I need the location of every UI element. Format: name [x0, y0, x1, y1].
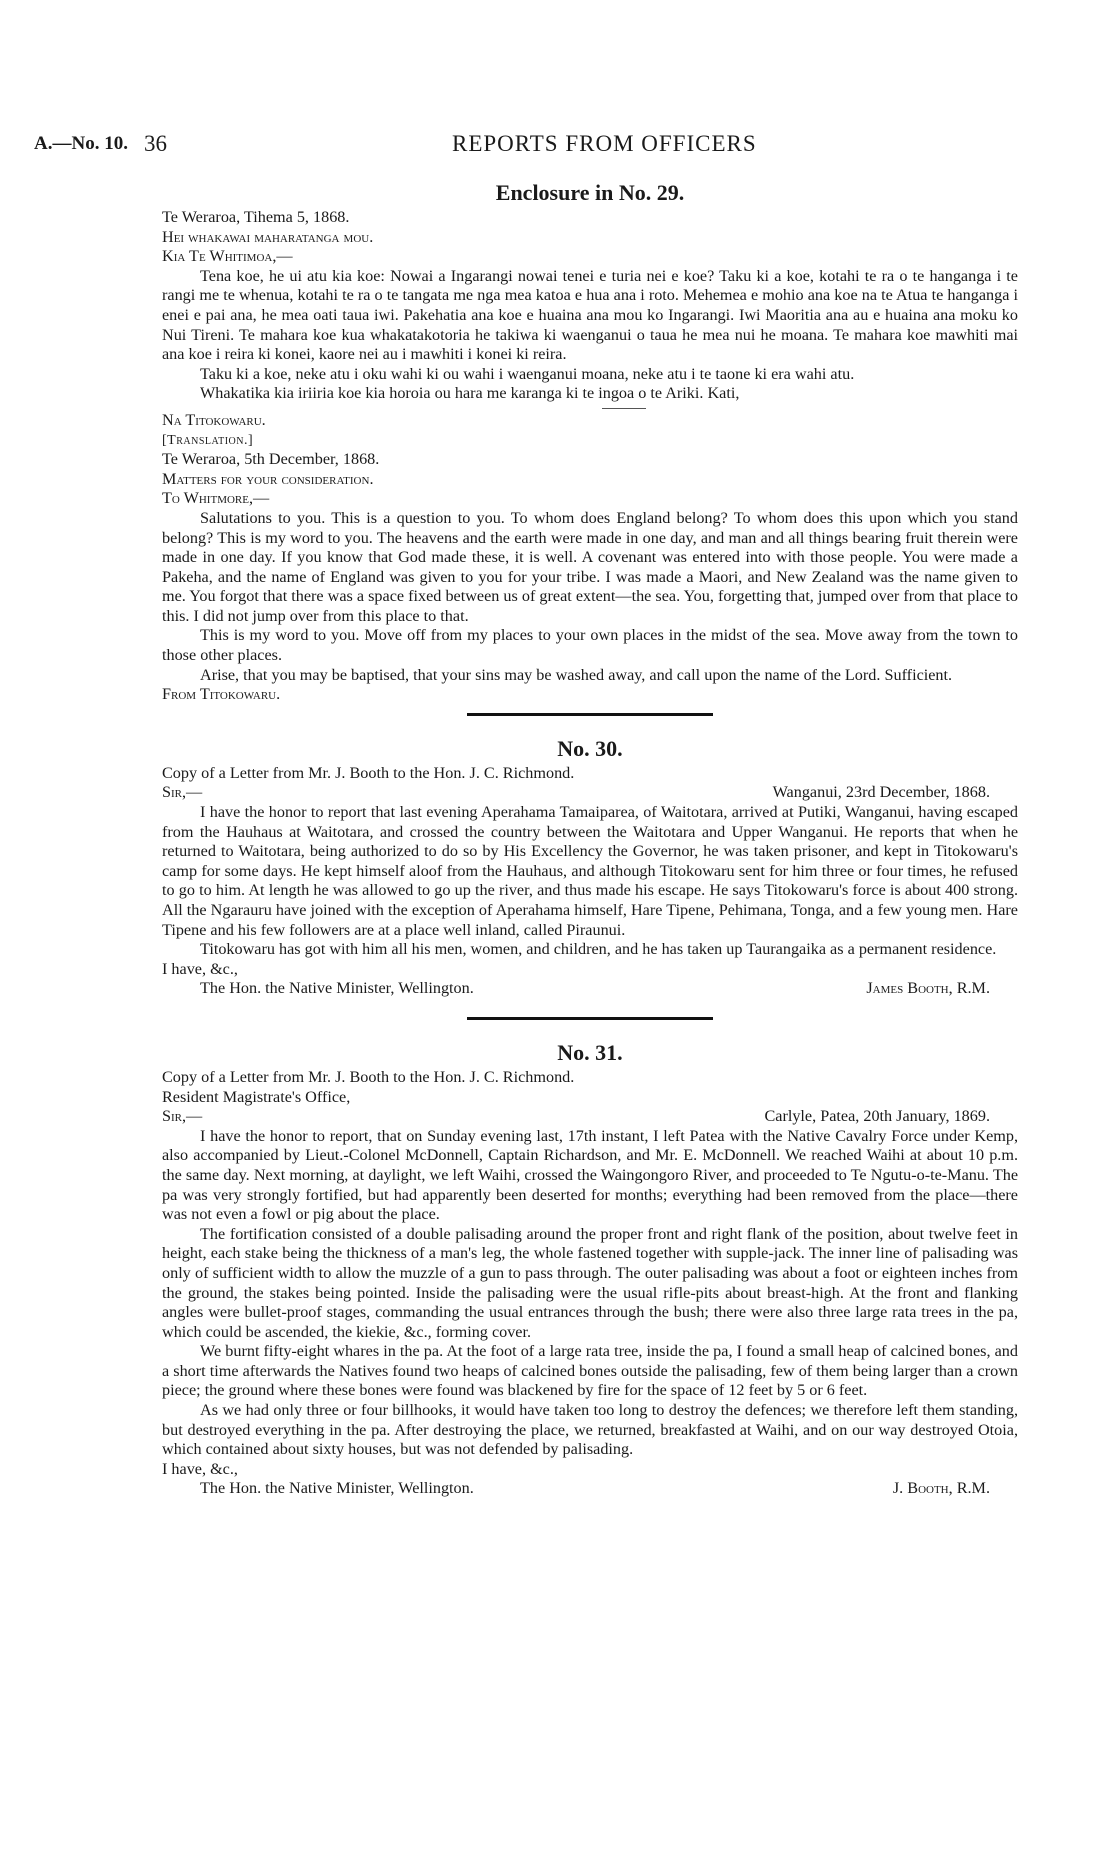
english-paragraph: Salutations to you. This is a question to you. To whom does England belong? To whom does this upon which you stand belong? This is my word to you. The heavens and the earth were made in one day, and man and all things bearing fruit therein were made in one day. If you know that God made these, it is well. A covenant was entered into with those people. You were made a Pakeha, and the name of England was given to you for your tribe. I was made a Maori, and New Zealand was the name given to me. You forgot that there was a space fixed between us of great extent—the sea. You, forgetting that, jumped over from that place to this. I did not jump over from this place to that.: [162, 508, 1018, 625]
letter-signature: J. Booth, R.M.: [892, 1479, 990, 1498]
page-content: [162, 178, 1018, 1499]
english-signature: From Titokowaru.: [162, 685, 281, 704]
letter-paragraph: I have the honor to report that last evening Aperahama Tamaiparea, of Waitotara, arrived at Putiki, Wanganui, having escaped from the Hauhaus at Waitotara, and crossed the country between the Waitotara and Upper Wanganui. He reports that when he returned to Waitotara, being authorized to do so by His Excellency the Governor, he was taken prisoner, and kept in Titokowaru's camp for some days. He kept himself aloof from the Hauhaus, and although Titokowaru sent for him three or four times, he refused to go to him. At length he was allowed to go up the river, and thus made his escape. He says Titokowaru's force is about 400 strong. All the Ngarauru have joined with the exception of Aperahama himself, Hare Tipene, Pehimana, Tonga, and a few young men. Hare Tipene and his few followers are at a place well inland, called Piraunui.: [162, 803, 1018, 939]
running-title: REPORTS FROM OFFICERS: [452, 131, 757, 156]
letter-paragraph: As we had only three or four billhooks, it would have taken too long to destroy the defences; we therefore left them standing, but destroyed everything in the pa. After destroying the place, we returned, breakfasted at Waihi, and on our way destroyed Otoia, which contained about sixty houses, but was not defended by palisading.: [162, 1401, 1018, 1459]
letter-paragraph: The fortification consisted of a double palisading around the proper front and right flank of the position, about twelve feet in height, each stake being the thickness of a man's leg, the whole fastened together with supple-jack. The inner line of palisading was only of sufficient width to allow the muzzle of a gun to pass through. The outer palisading was about a foot or eighteen inches from the ground, the stakes being pointed. Inside the palisading were the usual rifle-pits about breast-high. At the front and flanking angles were bullet-proof stages, commanding the usual entrances through the bush; there were also three large rata trees in the pa, which could be ascended, the kiekie, &c., forming cover.: [162, 1224, 1018, 1341]
maori-paragraph: Tena koe, he ui atu kia koe: Nowai a Ingarangi nowai tenei e turia nei e koe? Taku ki a koe, kotahi te ra o te hanganga i te rangi me te whenua, kotahi te ra o te tangata me nga mea katoa e hua ana i roto. Mehemea e mohio ana koe na te Atua te hanganga i enei e pai ana, he mea oati taua iwi. Pakehatia ana koe e huaina ana mou ko Ingarangi. Iwi Maoritia ana au e huaina ana moku ko Nui Tireni. Te mahara koe kua whakatakotoria he takiwa ki waenganui o taua he mea nui he moana. Te mahara koe mawhiti mai ana koe i reira ki konei, kaore nei au i mawhiti i konei ki reira.: [162, 266, 1018, 364]
enclosure-heading: Enclosure in No. 29.: [495, 180, 685, 205]
document-reference: A.—No. 10.: [34, 133, 128, 154]
letter-closing: I have, &c.,: [162, 959, 238, 978]
letter-signature: James Booth, R.M.: [866, 979, 990, 998]
maori-paragraph: Whakatika kia iriiria koe kia horoia ou hara me karanga ki te ingoa o te Ariki. Kati,: [200, 384, 740, 403]
english-closing: Arise, that you may be baptised, that your sins may be washed away, and call upon the name of the Lord. Sufficient.: [200, 665, 953, 684]
letter-paragraph: I have the honor to report, that on Sunday evening last, 17th instant, I left Patea with the Native Cavalry Force under Kemp, also accompanied by Lieut.-Colonel McDonnell, Captain Richardson, and Mr. E. McDonnell. We reached Waihi at about 10 p.m. the same day. Next morning, at daylight, we left Waihi, crossed the Waingongoro River, and proceeded to Te Ngutu-o-te-Manu. The pa was very strongly fortified, but had apparently been deserted for months; everything had been removed from the place—there was not even a fowl or pig about the place.: [162, 1126, 1018, 1224]
letter-closing: I have, &c.,: [162, 1459, 238, 1478]
letter-no31: [162, 1038, 1018, 1499]
letter-office: Resident Magistrate's Office,: [162, 1087, 351, 1106]
letter-heading: No. 31.: [557, 1039, 623, 1065]
short-divider: [602, 408, 646, 409]
page-number: 36: [144, 131, 167, 156]
letter-paragraph: Titokowaru has got with him all his men, women, and children, and he has taken up Taurangaika as a permanent residence.: [200, 940, 997, 959]
letter-paragraph: We burnt fifty-eight whares in the pa. At the foot of a large rata tree, inside the pa, I found a small heap of calcined bones, and a short time afterwards the Natives found two heaps of calcined bones outside the palisading, few of them being larger than a crown piece; the ground where these bones were found was blackened by fire for the space of 12 feet by 5 or 6 feet.: [162, 1342, 1018, 1400]
letter-addressee: The Hon. the Native Minister, Wellington.: [200, 979, 474, 998]
letter-salutation: Sir,—: [162, 1107, 203, 1126]
enclosure-section: [162, 178, 1018, 705]
maori-subheading: Hei whakawai maharatanga mou.: [162, 227, 374, 246]
letter-place-date: Wanganui, 23rd December, 1868.: [772, 783, 990, 802]
english-paragraph: This is my word to you. Move off from my places to your own places in the midst of the sea. Move away from the town to those other places.: [162, 626, 1018, 665]
letter-subtitle: Copy of a Letter from Mr. J. Booth to the Hon. J. C. Richmond.: [162, 1067, 575, 1086]
english-salutation: To Whitmore,—: [162, 489, 270, 508]
letter-heading: No. 30.: [557, 735, 623, 761]
maori-place-date: Te Weraroa, Tihema 5, 1868.: [162, 208, 350, 226]
maori-paragraph: Taku ki a koe, neke atu i oku wahi ki ou wahi i waenganui moana, neke atu i te taone ki era wahi atu.: [200, 364, 855, 383]
letter-place-date: Carlyle, Patea, 20th January, 1869.: [764, 1107, 990, 1126]
maori-signature: Na Titokowaru.: [162, 410, 266, 429]
letter-salutation: Sir,—: [162, 783, 203, 802]
english-place-date: Te Weraroa, 5th December, 1868.: [162, 450, 380, 469]
letter-no30: [162, 734, 1018, 999]
english-subheading: Matters for your consideration.: [162, 469, 374, 488]
letter-addressee: The Hon. the Native Minister, Wellington.: [200, 1479, 474, 1498]
translation-label: [Translation.]: [162, 432, 254, 448]
letter-subtitle: Copy of a Letter from Mr. J. Booth to the Hon. J. C. Richmond.: [162, 763, 575, 782]
maori-salutation: Kia Te Whitimoa,—: [162, 247, 293, 266]
page-header: [34, 131, 1054, 163]
